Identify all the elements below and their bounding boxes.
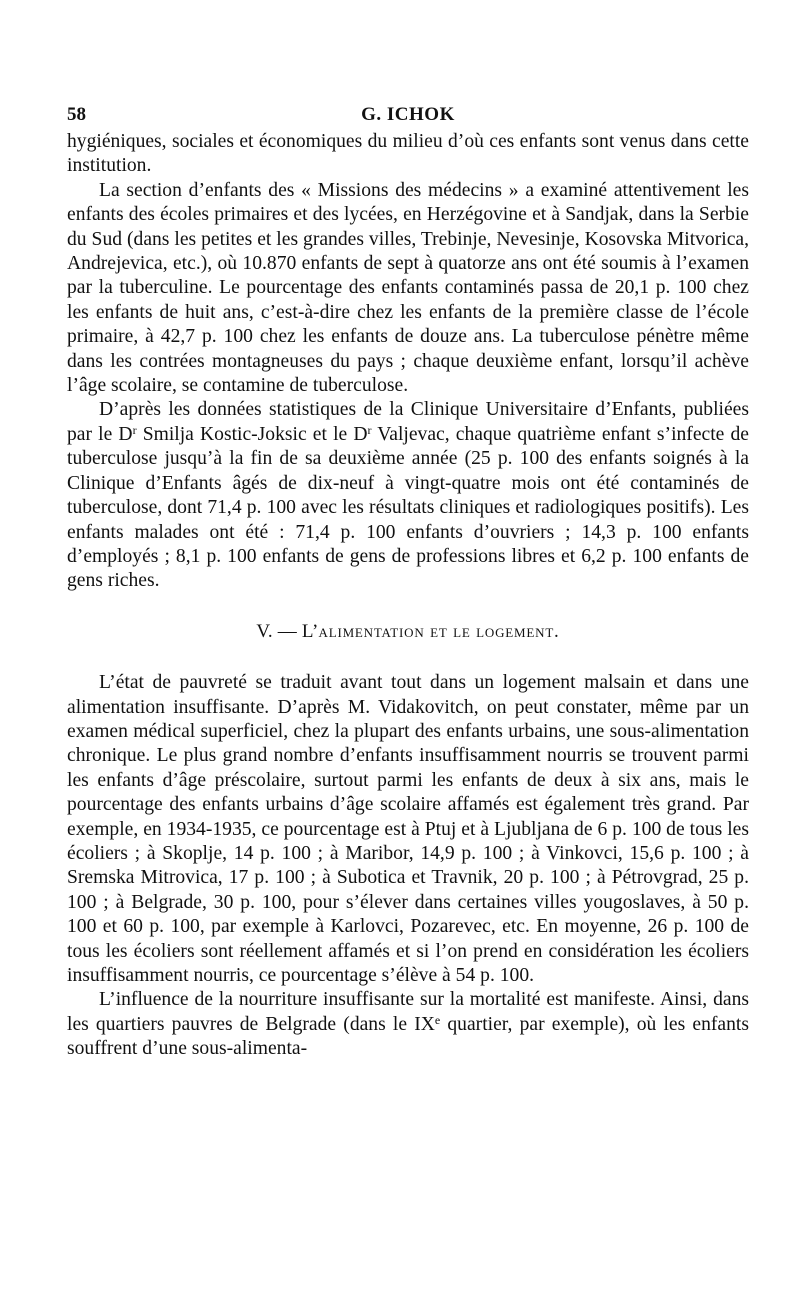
page: [67, 100, 749, 1062]
superscript-r: r: [367, 422, 372, 437]
page-number: 58: [67, 104, 86, 125]
paragraph-continuation: hygiéniques, sociales et économiques du milieu d’où ces enfants sont venus dans cette institution.: [67, 131, 749, 177]
superscript-r: r: [132, 422, 137, 437]
paragraph-influence-text-2: quartier, par exemple), où les enfants souffrent d’une sous-alimenta-: [67, 1013, 749, 1060]
paragraph-clinique-text-1: D’après les données statistiques de la Clinique Universitaire d’Enfants, publiées par le D: [67, 399, 749, 445]
running-title: G. ICHOK: [361, 104, 455, 125]
paragraph-missions: La section d’enfants des « Missions des médecins » a examiné attentivement les enfants des écoles primaires et des lycées, en Herzégovine et à Sandjak, dans la Serbie du Sud (dans les petites et les grandes villes, Trebinje, Nevesinje, Kosovska Mitvorica, Andrejevica, etc.), où 10.870 enfants de sept à quatorze ans ont été soumis à l’examen par la tuberculine. Le pourcentage des enfants contaminés passa de 20,1 p. 100 chez les enfants de huit ans, c’est-à-dire chez les enfants de la première classe de l’école primaire, à 42,7 p. 100 chez les enfants de douze ans. La tuberculose pénètre même dans les contrées montagneuses du pays ; chaque deuxième enfant, lorsqu’il achève l’âge scolaire, se contamine de tuberculose.: [67, 179, 749, 397]
paragraph-clinique-text-3: Valjevac, chaque quatrième enfant s’infecte de tuberculose jusqu’à la fin de sa deuxième année (25 p. 100 des enfants soignés à la Clinique d’Enfants âgés de dix-neuf à vingt-quatre mois ont été contaminés de tuberculose, dont 71,4 p. 100 avec les résultats cliniques et radiologiques positifs). Les enfants malades ont été : 71,4 p. 100 enfants d’ouvriers ; 14,3 p. 100 enfants d’employés ; 8,1 p. 100 enfants de gens de professions libres et 6,2 p. 100 enfants de gens riches.: [67, 423, 749, 592]
section-heading-title: alimentation et le logement.: [318, 620, 560, 642]
superscript-e: e: [434, 1012, 441, 1027]
paragraph-pauvrete: L’état de pauvreté se traduit avant tout dans un logement malsain et dans une alimentation insuffisante. D’après M. Vidakovitch, on peut constater, même par un examen médical superficiel, chez la plupart des enfants urbains, une sous-alimentation chronique. Le plus grand nombre d’enfants insuffisamment nourris se trouvent parmi les enfants d’âge préscolaire, surtout parmi les enfants de deux à six ans, mais le pourcentage des enfants urbains d’âge scolaire affamés est également très grand. Par exemple, en 1934-1935, ce pourcentage est à Ptuj et à Ljubljana de 6 p. 100 de tous les écoliers ; à Skoplje, 14 p. 100 ; à Maribor, 14,9 p. 100 ; à Vinkovci, 15,6 p. 100 ; à Sremska Mitrovica, 17 p. 100 ; à Subotica et Travnik, 20 p. 100 ; à Pétrovgrad, 25 p. 100 ; à Belgrade, 30 p. 100, pour s’élever dans certaines villes yougoslaves, à 50 p. 100 et 60 p. 100, par exemple à Karlovci, Pozarevec, etc. En moyenne, 26 p. 100 de tous les écoliers sont réellement affamés et si l’on prend en considération les écoliers insuffisamment nourris, ce pourcentage s’élève à 54 p. 100.: [67, 672, 749, 986]
paragraph-clinique: [67, 398, 749, 593]
running-head: [67, 100, 749, 130]
paragraph-influence: [67, 988, 749, 1061]
section-heading-number: V. — L’: [256, 620, 319, 642]
body-text: [67, 130, 749, 1062]
paragraph-influence-text-1: L’influence de la nourriture insuffisante sur la mortalité est manifeste. Ainsi, dans les quartiers pauvres de Belgrade (dans le IX: [67, 989, 749, 1035]
paragraph-clinique-text-2: Smilja Kostic-Joksic et le D: [136, 423, 368, 445]
section-heading: [67, 620, 749, 644]
